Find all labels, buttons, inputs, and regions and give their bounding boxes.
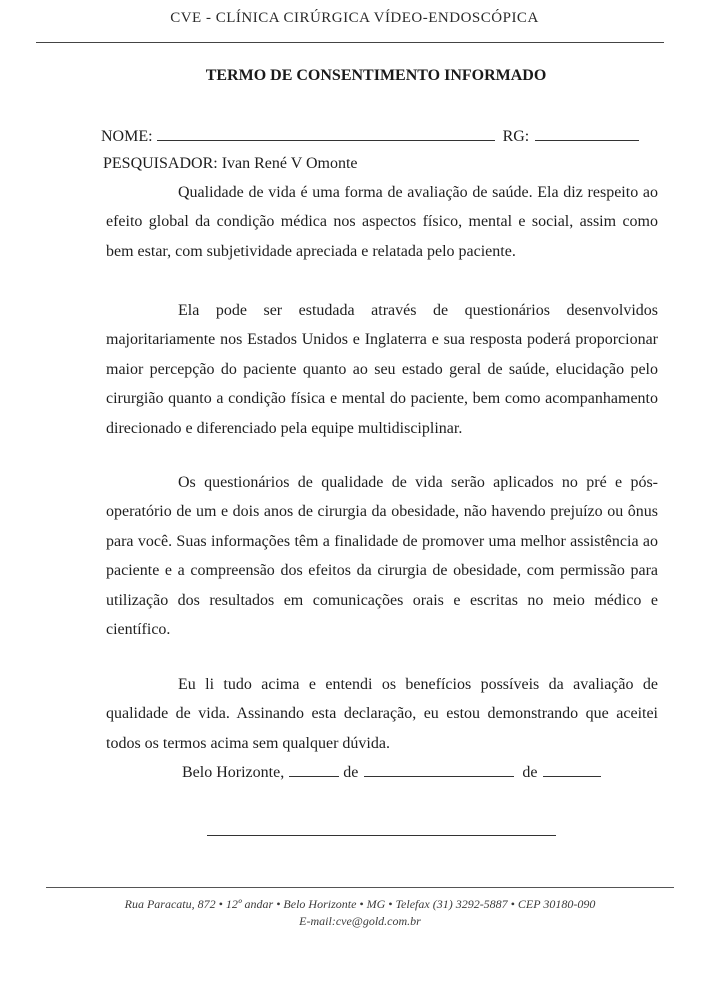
researcher-row [103, 155, 358, 173]
document-title: TERMO DE CONSENTIMENTO INFORMADO [205, 67, 547, 84]
footer [0, 896, 709, 930]
paragraph-1: Qualidade de vida é uma forma de avaliação de saúde. Ela diz respeito ao efeito global da condição médica nos aspectos físico, mental e social, assim como bem estar, com subjetividade apreciada e relatada pelo paciente. [106, 184, 658, 260]
paragraph-4: Eu li tudo acima e entendi os benefícios possíveis da avaliação de qualidade de vida. Assinando esta declaração, eu estou demonstrando que aceitei todos os termos acima sem qualquer dúvida. [106, 676, 658, 752]
month-blank-line[interactable] [364, 762, 514, 777]
name-blank-line[interactable] [157, 126, 495, 141]
rg-label: RG: [502, 128, 530, 145]
rg-blank-line[interactable] [535, 126, 639, 141]
name-label: NOME: [101, 128, 153, 145]
header-divider [36, 42, 664, 43]
name-field-row [101, 126, 639, 146]
date-city: Belo Horizonte, [182, 764, 285, 781]
date-de-2: de [522, 764, 538, 781]
day-blank-line[interactable] [289, 762, 339, 777]
footer-address: Rua Paracatu, 872 • 12º andar • Belo Horizonte • MG • Telefax (31) 3292-5887 • CEP 30180-090 [124, 897, 596, 911]
date-line [182, 762, 601, 782]
footer-divider [46, 887, 674, 888]
researcher-label: PESQUISADOR: [103, 155, 218, 172]
researcher-name: Ivan René V Omonte [221, 155, 358, 172]
paragraph-3: Os questionários de qualidade de vida serão aplicados no pré e pós-operatório de um e dois anos de cirurgia da obesidade, não havendo prejuízo ou ônus para você. Suas informações têm a finalidade de promover uma melhor assistência ao paciente e a compreensão dos efeitos da cirurgia de obesidade, com permissão para utilização dos resultados em comunicações orais e escritas no meio médico e científico. [106, 474, 658, 639]
date-de-1: de [343, 764, 359, 781]
signature-line[interactable] [207, 835, 556, 836]
paragraph-2: Ela pode ser estudada através de questionários desenvolvidos majoritariamente nos Estados Unidos e Inglaterra e sua resposta poderá proporcionar maior percepção do paciente quanto ao seu estado geral de saúde, elucidação pelo cirurgião quanto a condição física e mental do paciente, bem como acompanhamento direcionado e diferenciado pela equipe multidisciplinar. [106, 302, 658, 437]
year-blank-line[interactable] [543, 762, 601, 777]
footer-email: E-mail:cve@gold.com.br [299, 914, 421, 928]
clinic-header: CVE - CLÍNICA CIRÚRGICA VÍDEO-ENDOSCÓPICA [170, 10, 539, 26]
